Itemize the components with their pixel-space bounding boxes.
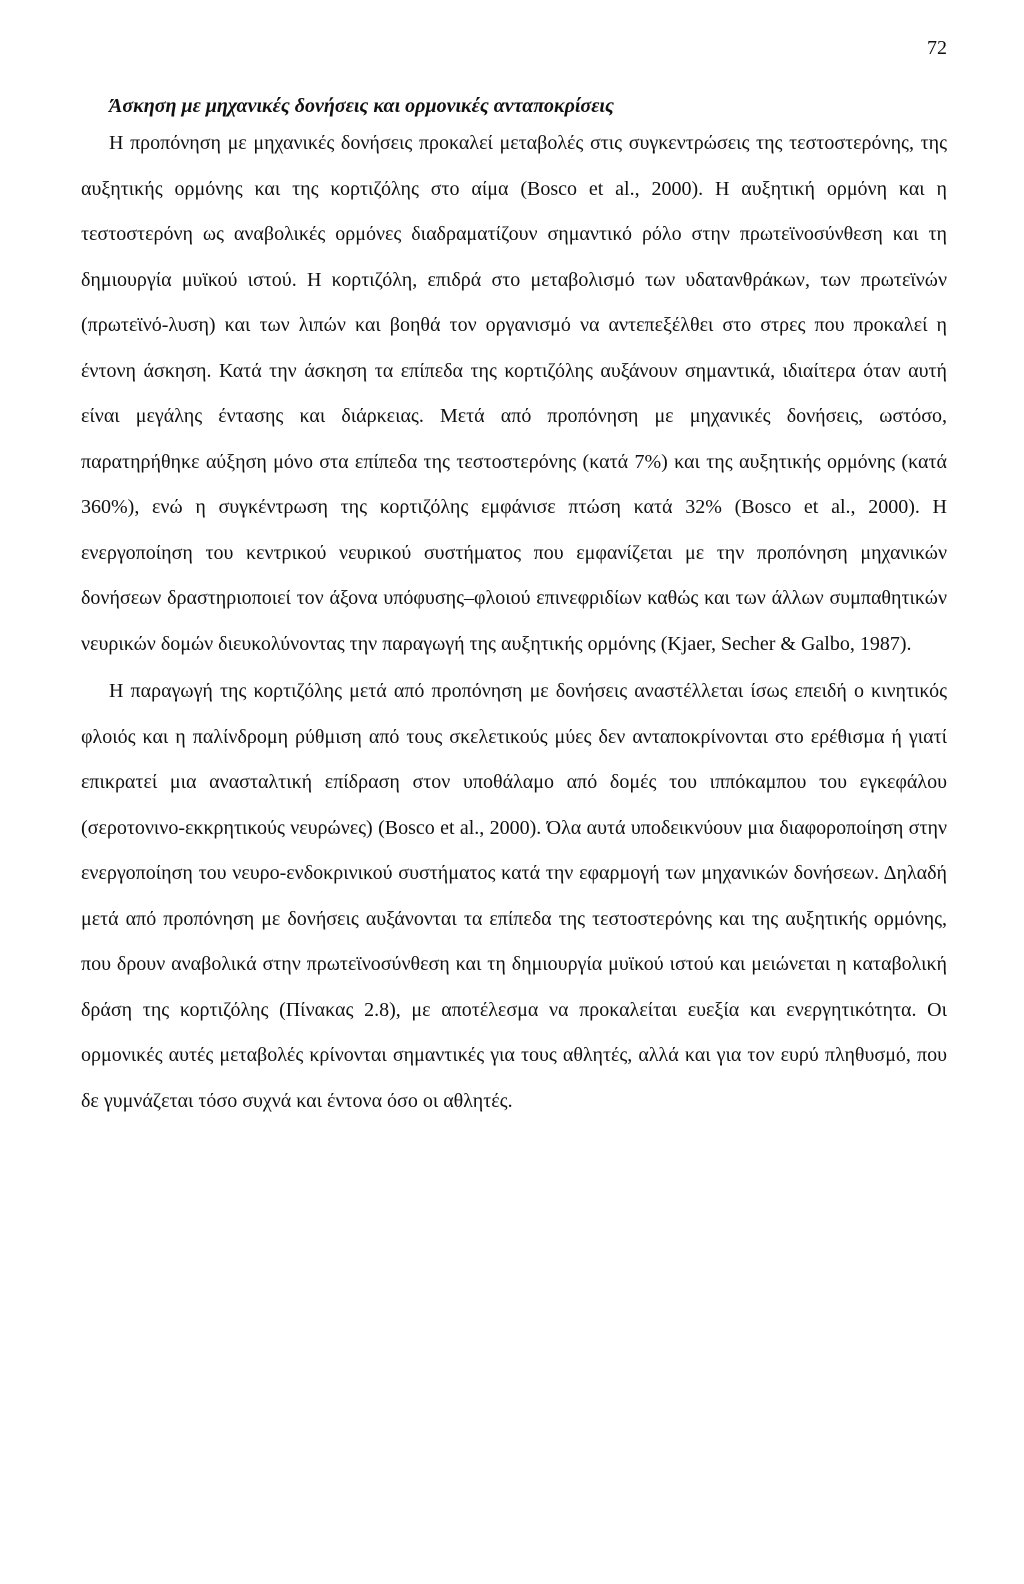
section-heading: Άσκηση με μηχανικές δονήσεις και ορμονικές ανταποκρίσεις — [109, 95, 614, 117]
body-paragraph: Η παραγωγή της κορτιζόλης μετά από προπόνηση με δονήσεις αναστέλλεται ίσως επειδή ο κινητικός φλοιός και η παλίνδρομη ρύθμιση από τους σκελετικούς μύες δεν ανταποκρίνονται στο ερέθισμα ή γιατί επικρατεί μια ανασταλτική επίδραση στον υποθάλαμο από δομές του ιππόκαμπου του εγκεφάλου (σεροτονινο-εκκρητικούς νευρώνες) (Bosco et al., 2000). Όλα αυτά υποδεικνύουν μια διαφοροποίηση στην ενεργοποίηση του νευρο-ενδοκρινικού συστήματος κατά την εφαρμογή των μηχανικών δονήσεων. Δηλαδή μετά από προπόνηση με δονήσεις αυξάνονται τα επίπεδα της τεστοστερόνης και της αυξητικής ορμόνης, που δρουν αναβολικά στην πρωτεϊνοσύνθεση και τη δημιουργία μυϊκού ιστού και μειώνεται η καταβολική δράση της κορτιζόλης (Πίνακας 2.8), με αποτέλεσμα να προκαλείται ευεξία και ενεργητικότητα. Οι ορμονικές αυτές μεταβολές κρίνονται σημαντικές για τους αθλητές, αλλά και για τον ευρύ πληθυσμό, που δε γυμνάζεται τόσο συχνά και έντονα όσο οι αθλητές. — [81, 680, 947, 1112]
body-paragraph: Η προπόνηση με μηχανικές δονήσεις προκαλεί μεταβολές στις συγκεντρώσεις της τεστοστερόνης, της αυξητικής ορμόνης και της κορτιζόλης στο αίμα (Bosco et al., 2000). Η αυξητική ορμόνη και η τεστοστερόνη ως αναβολικές ορμόνες διαδραματίζουν σημαντικό ρόλο στην πρωτεϊνοσύνθεση και τη δημιουργία μυϊκού ιστού. Η κορτιζόλη, επιδρά στο μεταβολισμό των υδατανθράκων, των πρωτεϊνών (πρωτεϊνό-λυση) και των λιπών και βοηθά τον οργανισμό να αντεπεξέλθει στο στρες που προκαλεί η έντονη άσκηση. Κατά την άσκηση τα επίπεδα της κορτιζόλης αυξάνουν σημαντικά, ιδιαίτερα όταν αυτή είναι μεγάλης έντασης και διάρκειας. Μετά από προπόνηση με μηχανικές δονήσεις, ωστόσο, παρατηρήθηκε αύξηση μόνο στα επίπεδα της τεστοστερόνης (κατά 7%) και της αυξητικής ορμόνης (κατά 360%), ενώ η συγκέντρωση της κορτιζόλης εμφάνισε πτώση κατά 32% (Bosco et al., 2000). Η ενεργοποίηση του κεντρικού νευρικού συστήματος που εμφανίζεται με την προπόνηση μηχανικών δονήσεων δραστηριοποιεί τον άξονα υπόφυσης–φλοιού επινεφριδίων καθώς και των άλλων συμπαθητικών νευρικών δομών διευκολύνοντας την παραγωγή της αυξητικής ορμόνης (Kjaer, Secher & Galbo, 1987). — [81, 132, 947, 655]
document-body — [81, 91, 947, 1124]
page-number: 72 — [927, 37, 947, 59]
